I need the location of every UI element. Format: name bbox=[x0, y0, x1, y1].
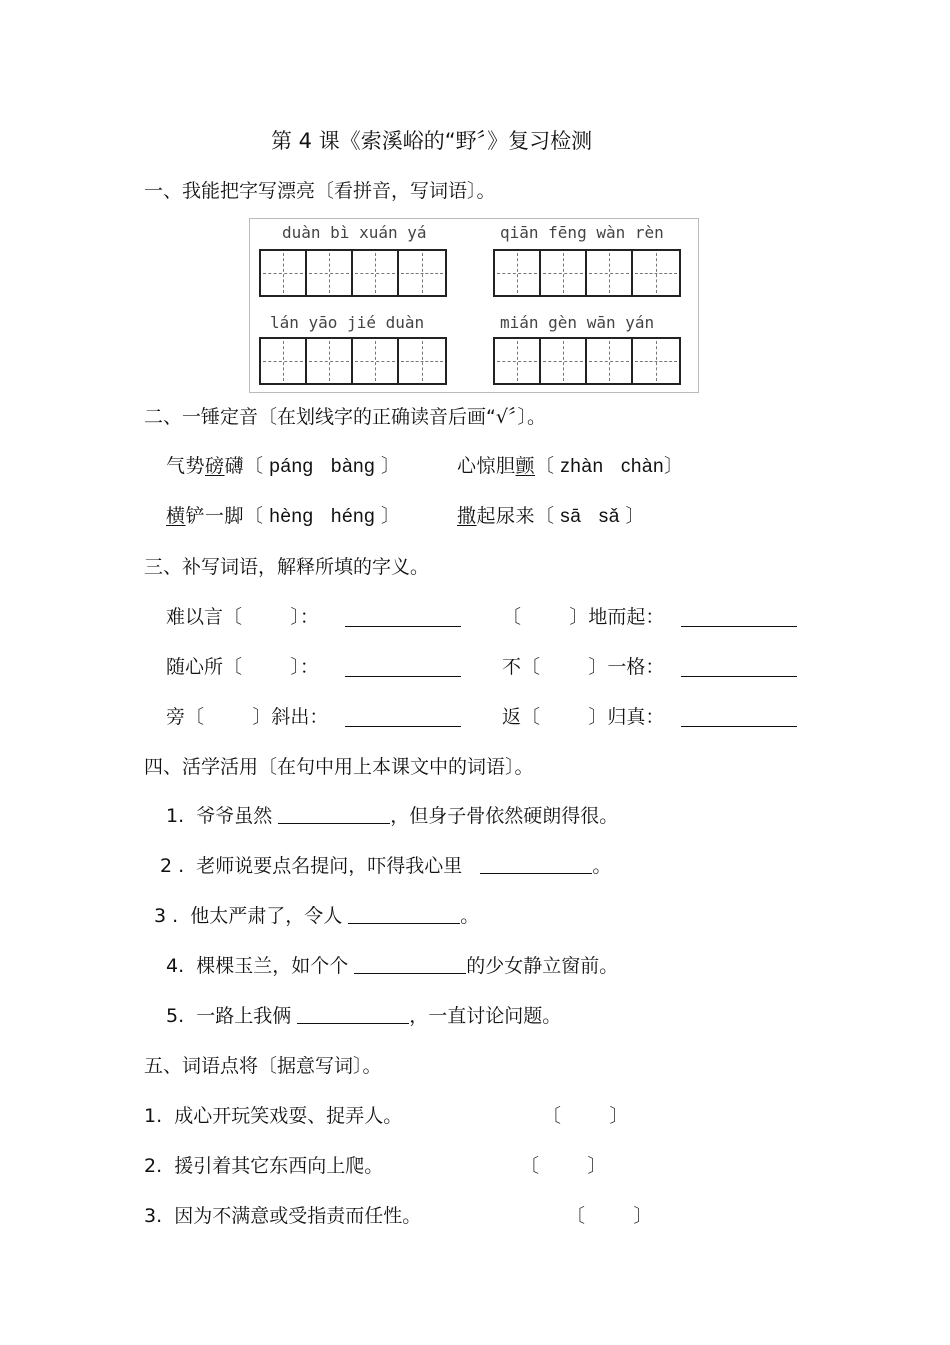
idiom-row-3b: 返〔 〕归真： bbox=[502, 706, 665, 728]
pinyin-label-4: mián gèn wān yán bbox=[500, 313, 655, 332]
underlined-char: 颤 bbox=[515, 456, 536, 477]
reading-item-2[interactable]: 心惊胆颤〔 zhàn chàn〕 bbox=[457, 456, 684, 477]
answer-paren-2[interactable]: 〔 〕 bbox=[520, 1155, 607, 1177]
writing-grid-4[interactable] bbox=[493, 337, 681, 385]
writing-grid-2[interactable] bbox=[493, 249, 681, 297]
section-3-heading: 三、补写词语，解释所填的字义。 bbox=[144, 556, 430, 578]
section-2-heading: 二、一锤定音〔在划线字的正确读音后画“√〞〕。 bbox=[144, 406, 546, 428]
definition-2: 2. 援引着其它东西向上爬。 bbox=[144, 1155, 384, 1177]
sentence-4: 4. 棵棵玉兰，如个个 的少女静立窗前。 bbox=[166, 955, 619, 977]
section-4-heading: 四、活学活用〔在句中用上本课文中的词语〕。 bbox=[144, 756, 534, 778]
page-title: 第 4 课《索溪峪的“野〞》复习检测 bbox=[271, 129, 593, 153]
answer-blank[interactable] bbox=[681, 606, 797, 627]
sentence-3: 3 . 他太严肃了，令人 。 bbox=[154, 905, 480, 927]
idiom-row-1a: 难以言〔 〕： bbox=[166, 606, 319, 628]
answer-blank[interactable] bbox=[681, 706, 797, 727]
idiom-row-3a: 旁〔 〕斜出： bbox=[166, 706, 329, 728]
answer-blank[interactable] bbox=[345, 606, 461, 627]
answer-blank[interactable] bbox=[348, 903, 460, 924]
sentence-1: 1. 爷爷虽然 ，但身子骨依然硬朗得很。 bbox=[166, 805, 619, 827]
answer-blank[interactable] bbox=[345, 656, 461, 677]
definition-3: 3. 因为不满意或受指责而任性。 bbox=[144, 1205, 422, 1227]
answer-blank[interactable] bbox=[345, 706, 461, 727]
pinyin-label-3: lán yāo jié duàn bbox=[270, 313, 425, 332]
underlined-char: 撒 bbox=[457, 506, 477, 527]
answer-blank[interactable] bbox=[297, 1003, 409, 1024]
answer-blank[interactable] bbox=[480, 853, 592, 874]
sentence-5: 5. 一路上我俩 ，一直讨论问题。 bbox=[166, 1005, 562, 1027]
idiom-row-2a: 随心所〔 〕： bbox=[166, 656, 319, 678]
reading-item-3[interactable]: 横铲一脚〔 hèng héng 〕 bbox=[166, 506, 401, 527]
answer-blank[interactable] bbox=[354, 953, 466, 974]
reading-item-4[interactable]: 撒起尿来〔 sā sǎ 〕 bbox=[457, 506, 646, 527]
answer-paren-1[interactable]: 〔 〕 bbox=[542, 1105, 629, 1127]
answer-blank[interactable] bbox=[681, 656, 797, 677]
underlined-char: 磅 bbox=[205, 456, 225, 477]
writing-grid-1[interactable] bbox=[259, 249, 447, 297]
underlined-char: 横 bbox=[166, 506, 186, 527]
section-1-heading: 一、我能把字写漂亮〔看拼音，写词语〕。 bbox=[144, 180, 496, 202]
writing-grid-3[interactable] bbox=[259, 337, 447, 385]
pinyin-label-1: duàn bì xuán yá bbox=[282, 223, 427, 242]
pinyin-writing-figure bbox=[249, 218, 699, 393]
pinyin-label-2: qiān fēng wàn rèn bbox=[500, 223, 664, 242]
answer-blank[interactable] bbox=[278, 803, 390, 824]
sentence-2: 2 . 老师说要点名提问，吓得我心里 。 bbox=[160, 855, 612, 877]
reading-item-1[interactable]: 气势磅礴〔 páng bàng 〕 bbox=[166, 456, 401, 477]
answer-paren-3[interactable]: 〔 〕 bbox=[566, 1205, 653, 1227]
idiom-row-2b: 不〔 〕一格： bbox=[502, 656, 665, 678]
section-5-heading: 五、词语点将〔据意写词〕。 bbox=[144, 1055, 382, 1077]
definition-1: 1. 成心开玩笑戏耍、捉弄人。 bbox=[144, 1105, 403, 1127]
idiom-row-1b: 〔 〕地而起： bbox=[502, 606, 665, 628]
